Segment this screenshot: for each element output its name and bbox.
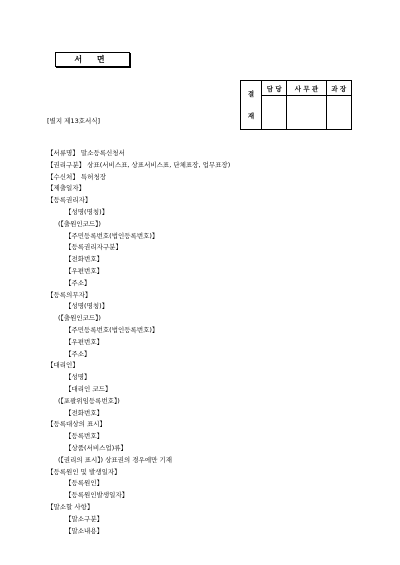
form-field-line: 【우편번호】 <box>65 337 104 346</box>
form-field-line: 【주소】 <box>65 278 91 287</box>
form-field-line: 【상품(서비스업)류】 <box>65 443 128 452</box>
form-fields <box>47 148 230 537</box>
form-field-line: 【서류명】 말소등록신청서 <box>47 149 125 157</box>
form-field-line: (【권리의 표시】) 상표권의 경우에만 기재 <box>58 455 173 464</box>
form-field-line: 【등록권리자】 <box>47 196 92 205</box>
form-field-line: 【등록대상의 표시】 <box>47 420 107 429</box>
form-field-line: 【말소할 사항】 <box>47 502 94 511</box>
approval-col-officer: 사 무 관 <box>287 81 326 96</box>
form-field-line: 【전화번호】 <box>65 408 104 417</box>
form-field-line: (【출원인코드】) <box>58 219 101 228</box>
form-field-line: 【전화번호】 <box>65 255 104 264</box>
form-field-line: (【포괄위임등록번호】) <box>58 396 120 405</box>
form-field-line: 【주민등록번호(법인등록번호)】 <box>65 231 159 240</box>
approval-col-director: 과 장 <box>326 81 351 96</box>
form-field-line: 【우편번호】 <box>65 266 104 275</box>
form-field-line: 【등록원인발생일자】 <box>65 491 129 500</box>
approval-side-label-2: 재 <box>247 111 255 120</box>
form-field-line: 【등록의무자】 <box>47 290 92 299</box>
form-field-line: 【성명】 <box>65 373 91 382</box>
form-field-line: 【말소내용】 <box>65 526 104 535</box>
approval-side-label-1: 결 <box>247 89 255 98</box>
document-title: 서 면 <box>55 52 130 67</box>
approval-col-staff: 담 당 <box>262 81 287 96</box>
form-field-line: 【등록번호】 <box>65 432 104 441</box>
form-field-line: 【등록권리자구분】 <box>65 243 122 252</box>
form-field-line: 【성명(명칭)】 <box>65 207 109 216</box>
form-number: [별지 제13호서식] <box>47 117 101 125</box>
form-field-line: 【대리인】 <box>47 361 79 370</box>
form-field-line: 【주소】 <box>65 349 91 358</box>
approval-table <box>240 80 352 130</box>
form-field-line: (【출원인코드】) <box>58 314 101 323</box>
form-field-line: 【수신처】 특허청장 <box>47 172 107 181</box>
form-field-line: 【주민등록번호(법인등록번호)】 <box>65 325 159 334</box>
approval-sign-staff <box>262 96 287 130</box>
form-field-line: 【성명(명칭)】 <box>65 302 109 311</box>
form-field-line: 【등록원인 및 발생일자】 <box>47 467 121 476</box>
approval-sign-officer <box>287 96 326 130</box>
form-field-line: 【대리인 코드】 <box>65 384 112 393</box>
approval-sign-director <box>326 96 351 130</box>
form-field-line: 【등록원인】 <box>65 479 104 488</box>
form-field-line: 【말소구분】 <box>65 514 104 523</box>
approval-side-label <box>241 81 262 130</box>
form-field-line: 【권리구분】 상표(서비스표, 상표서비스표, 단체표장, 업무표장) <box>47 160 231 169</box>
form-field-line: 【제출일자】 <box>47 184 86 193</box>
